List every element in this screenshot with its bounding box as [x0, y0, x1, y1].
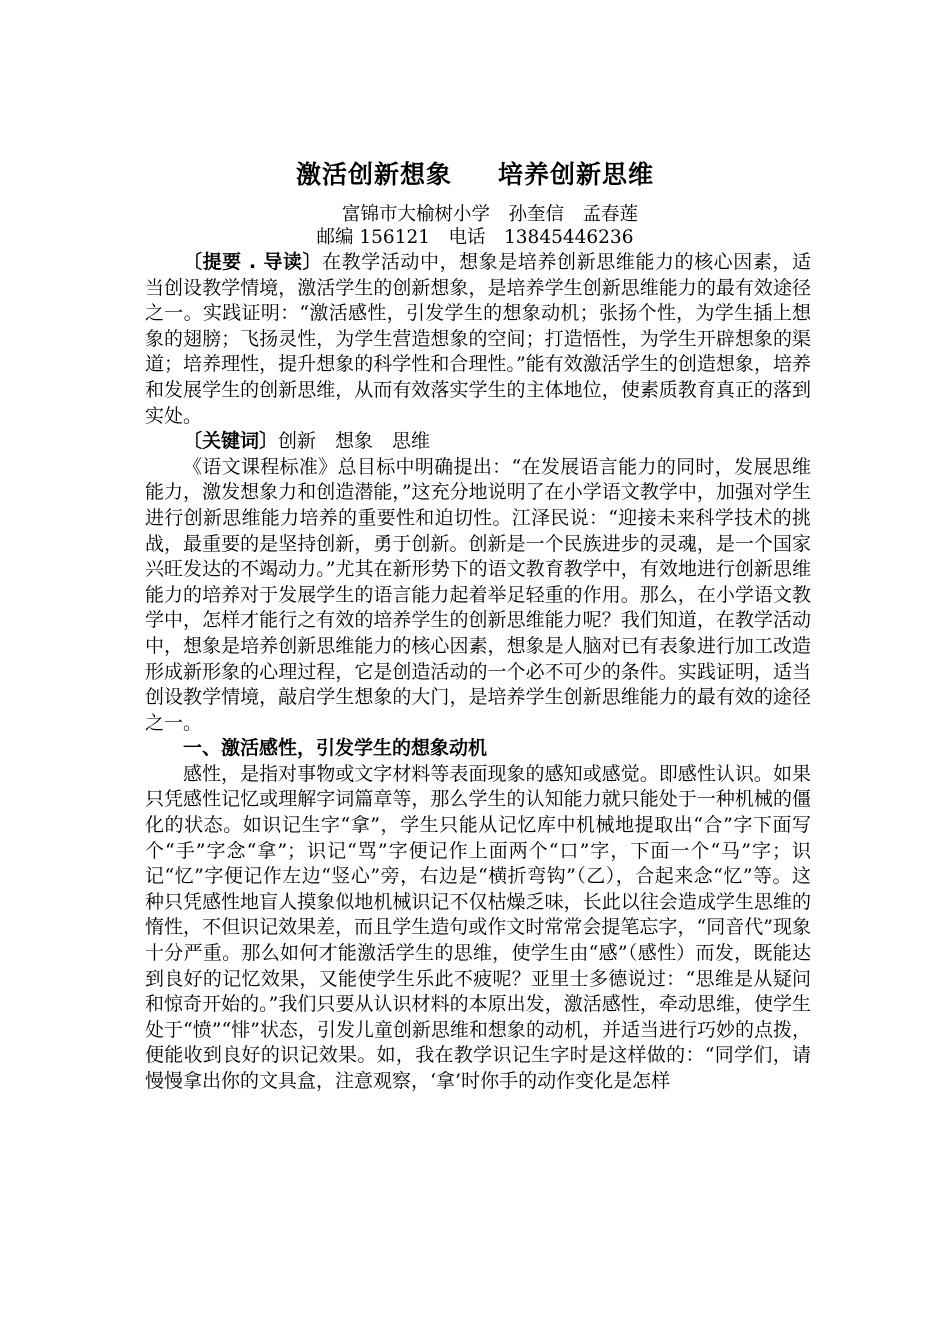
title-part-2: 培养创新思维 — [498, 160, 655, 189]
keywords-text: 创新 想象 思维 — [278, 430, 431, 453]
title-part-1: 激活创新想象 — [295, 160, 452, 189]
intro-paragraph: 《语文课程标准》总目标中明确提出：“在发展语言能力的同时，发展思维能力，激发想象力和创造潜能，”这充分地说明了在小学语文教学中，加强对学生进行创新思维能力培养的重要性和迫切性。江泽民说：“迎接未来科学技术的挑战，最重要的是坚持创新，勇于创新。创新是一个民族进步的灵魂，是一个国家兴旺发达的不竭动力。”尤其在新形势下的语文教育教学中，有效地进行创新思维能力的培养对于发展学生的语言能力起着举足轻重的作用。那么，在小学语文教学中，怎样才能行之有效的培养学生的创新思维能力呢？我们知道，在教学活动中，想象是培养创新思维能力的核心因素，想象是人脑对已有表象进行加工改造形成新形象的心理过程，它是创造活动的一个必不可少的条件。实践证明，适当创设教学情境，敲启学生想象的大门，是培养学生创新思维能力的最有效的途径之一。 — [145, 455, 811, 734]
contact-line: 邮编 156121 电话 13845446236 — [316, 227, 634, 248]
section-1-paragraph: 感性，是指对事物或文字材料等表面现象的感知或感觉。即感性认识。如果只凭感性记忆或理解字词篇章等，那么学生的认知能力就只能处于一种机械的僵化的状态。如识记生字“拿”，学生只能从记忆库中机械地提取出“合”字下面写个“手”字念“拿”；识记“骂”字便记作上面两个“口”字，下面一个“马”字；识记“忆”字便记作左边“竖心”旁，右边是“横折弯钩”（乙），合起来念“忆”等。这种只凭感性地盲人摸象似地机械识记不仅枯燥乏味，长此以往会造成学生思维的惰性，不但识记效果差，而且学生造句或作文时常常会提笔忘字，“同音代”现象十分严重。那么如何才能激活学生的思维，使学生由“感”（感性）而发，既能达到良好的记忆效果，又能使学生乐此不疲呢？亚里士多德说过：“思维是从疑问和惊奇开始的。”我们只要从认识材料的本原出发，激活感性，牵动思维，使学生处于“愤”“悱”状态，引发儿童创新思维和想象的动机，并适当进行巧妙的点拨，便能收到良好的识记效果。如，我在教学识记生字时是这样做的：“同学们，请慢慢拿出你的文具盒，注意观察，‘拿’时你手的动作变化是怎样 — [145, 762, 811, 1092]
abstract-text: 在教学活动中，想象是培养创新思维能力的核心因素，适当创设教学情境，激活学生的创新想象，是培养学生创新思维能力的最有效途径之一。实践证明：“激活感性，引发学生的想象动机；张扬个性，为学生插上想象的翅膀；飞扬灵性，为学生营造想象的空间；打造悟性，为学生开辟想象的渠道；培养理性，提升想象的科学性和合理性。”能有效激活学生的创造想象，培养和发展学生的创新思维，从而有效落实学生的主体地位，使素质教育真正的落到实处。 — [145, 251, 811, 427]
document-title — [0, 158, 950, 192]
abstract-paragraph — [145, 250, 811, 429]
abstract-label: 〔提要 . 导读〕 — [183, 251, 323, 273]
section-1-heading: 一、激活感性，引发学生的想象动机 — [183, 737, 488, 760]
document-body — [145, 250, 811, 1095]
keywords-label: 〔关键词〕 — [183, 430, 279, 453]
author-line: 富锦市大榆树小学 孙奎信 孟春莲 — [341, 204, 638, 225]
keywords-paragraph — [145, 429, 811, 455]
